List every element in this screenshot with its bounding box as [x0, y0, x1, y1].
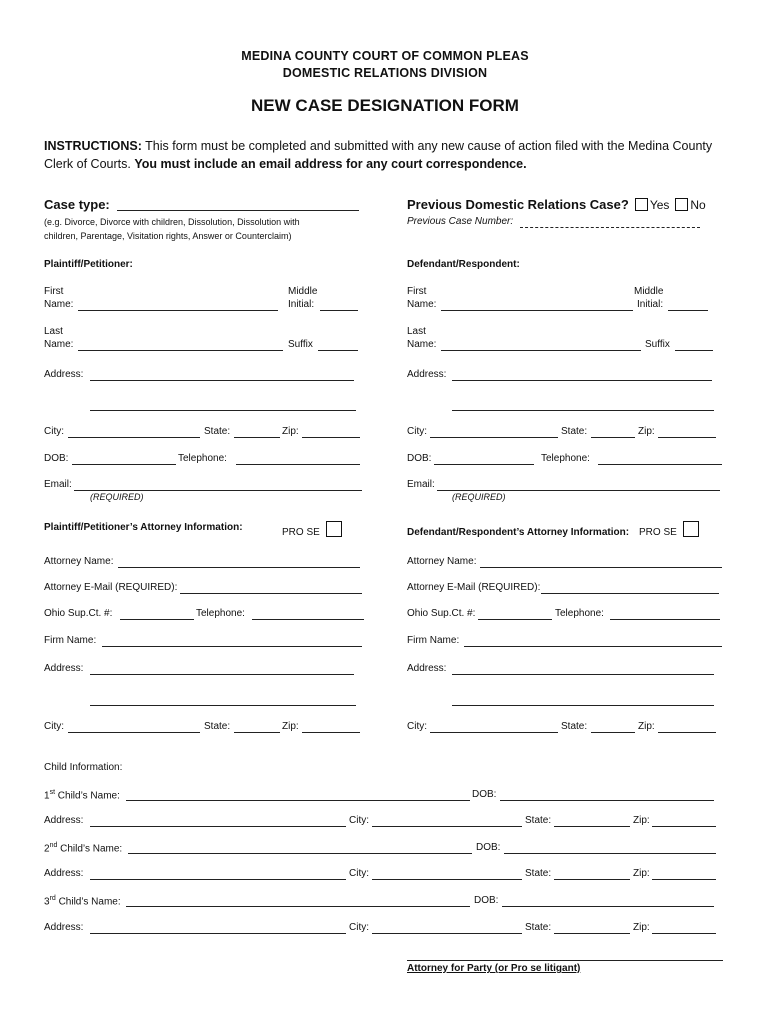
defendant-suffix-field[interactable]	[675, 350, 713, 351]
plaintiff-attorney-address-label: Address:	[44, 663, 84, 674]
defendant-attorney-state-label: State:	[561, 721, 588, 732]
plaintiff-email-required: (REQUIRED)	[90, 492, 144, 502]
plaintiff-attorney-zip-label: Zip:	[282, 721, 299, 732]
defendant-telephone-label: Telephone:	[541, 453, 590, 464]
defendant-attorney-address-field-1[interactable]	[452, 674, 714, 675]
plaintiff-zip-label: Zip:	[282, 426, 299, 437]
defendant-dob-label: DOB:	[407, 453, 432, 464]
plaintiff-supct-field[interactable]	[120, 619, 194, 620]
instructions	[44, 137, 734, 173]
plaintiff-zip-field[interactable]	[302, 437, 360, 438]
child-2-dob-label: DOB:	[476, 842, 501, 853]
defendant-supct-field[interactable]	[478, 619, 552, 620]
plaintiff-supct-label: Ohio Sup.Ct. #:	[44, 608, 113, 619]
child-1-state-field[interactable]	[554, 826, 630, 827]
child-2-ordinal-suffix: nd	[49, 842, 58, 849]
previous-case-number-label: Previous Case Number:	[407, 216, 514, 227]
defendant-name-label: Name:	[407, 299, 437, 310]
plaintiff-suffix-label: Suffix	[288, 339, 313, 350]
defendant-zip-label: Zip:	[638, 426, 655, 437]
child-2-zip-field[interactable]	[652, 879, 716, 880]
defendant-last-name-label: Name:	[407, 339, 437, 350]
instructions-text: This form must be completed and submitted with any new cause of action filed with the Medina County Clerk of Courts.	[44, 139, 713, 171]
previous-case-yes-label: Yes	[649, 198, 670, 212]
plaintiff-state-field[interactable]	[234, 437, 280, 438]
defendant-state-label: State:	[561, 426, 588, 437]
defendant-last-label: Last	[407, 326, 426, 337]
plaintiff-attorney-address-field-1[interactable]	[90, 674, 354, 675]
child-2-label: Child’s Name:	[60, 843, 123, 855]
form-title: NEW CASE DESIGNATION FORM	[251, 96, 519, 115]
plaintiff-telephone-label: Telephone:	[178, 453, 227, 464]
defendant-attorney-address-label: Address:	[407, 663, 447, 674]
defendant-zip-field[interactable]	[658, 437, 716, 438]
plaintiff-pro-se-label: PRO SE	[282, 527, 320, 538]
previous-case-row	[407, 197, 706, 212]
plaintiff-address-field-2[interactable]	[90, 410, 356, 411]
defendant-attorney-address-field-2[interactable]	[452, 705, 714, 706]
plaintiff-last-label: Last	[44, 326, 63, 337]
plaintiff-attorney-state-label: State:	[204, 721, 231, 732]
defendant-attorney-heading: Defendant/Respondent’s Attorney Information:	[407, 527, 630, 538]
child-3-address-field[interactable]	[90, 933, 346, 934]
child-2-ordinal: 2	[44, 843, 50, 855]
plaintiff-attorney-city-label: City:	[44, 721, 64, 732]
plaintiff-attorney-address-field-2[interactable]	[90, 705, 356, 706]
case-type-field[interactable]	[117, 210, 359, 211]
defendant-suffix-label: Suffix	[645, 339, 670, 350]
defendant-attorney-city-field[interactable]	[430, 732, 558, 733]
child-2-name-field[interactable]	[128, 853, 472, 854]
instructions-bold: You must include an email address for any court correspondence.	[134, 157, 527, 171]
defendant-attorney-email-field[interactable]	[541, 593, 719, 594]
child-2-state-label: State:	[525, 868, 552, 879]
defendant-telephone-field[interactable]	[598, 464, 722, 465]
child-3-dob-label: DOB:	[474, 895, 499, 906]
defendant-attorney-state-field[interactable]	[591, 732, 635, 733]
child-3-zip-field[interactable]	[652, 933, 716, 934]
child-1-city-field[interactable]	[372, 826, 522, 827]
defendant-attorney-name-field[interactable]	[480, 567, 722, 568]
child-3-dob-field[interactable]	[502, 906, 714, 907]
defendant-first-name-field[interactable]	[441, 310, 633, 311]
plaintiff-attorney-city-field[interactable]	[68, 732, 200, 733]
plaintiff-middle-label: Middle	[288, 286, 318, 297]
child-1-ordinal: 1	[44, 790, 50, 802]
child-1-address-field[interactable]	[90, 826, 346, 827]
signature-field[interactable]	[407, 960, 723, 961]
plaintiff-email-field[interactable]	[74, 490, 362, 491]
defendant-attorney-telephone-field[interactable]	[610, 619, 720, 620]
plaintiff-firm-label: Firm Name:	[44, 635, 97, 646]
child-3-zip-label: Zip:	[633, 922, 650, 933]
child-2-city-field[interactable]	[372, 879, 522, 880]
plaintiff-middle-initial-field[interactable]	[320, 310, 358, 311]
plaintiff-attorney-heading: Plaintiff/Petitioner’s Attorney Information:	[44, 522, 243, 533]
defendant-city-label: City:	[407, 426, 427, 437]
child-1-zip-field[interactable]	[652, 826, 716, 827]
child-1-label: Child’s Name:	[57, 790, 120, 802]
child-1-address-label: Address:	[44, 815, 84, 826]
defendant-attorney-zip-field[interactable]	[658, 732, 716, 733]
defendant-email-required: (REQUIRED)	[452, 492, 506, 502]
defendant-first-label: First	[407, 286, 427, 297]
plaintiff-attorney-name-label: Attorney Name:	[44, 556, 114, 567]
child-3-name-label	[44, 895, 121, 907]
child-1-state-label: State:	[525, 815, 552, 826]
child-2-state-field[interactable]	[554, 879, 630, 880]
defendant-attorney-name-label: Attorney Name:	[407, 556, 477, 567]
plaintiff-attorney-email-label: Attorney E-Mail (REQUIRED):	[44, 582, 178, 593]
division-name: DOMESTIC RELATIONS DIVISION	[282, 66, 488, 80]
plaintiff-state-label: State:	[204, 426, 231, 437]
case-type-hint-2: children, Parentage, Visitation rights, Answer or Counterclaim)	[44, 231, 292, 241]
plaintiff-city-field[interactable]	[68, 437, 200, 438]
plaintiff-attorney-name-field[interactable]	[118, 567, 360, 568]
defendant-middle-initial-field[interactable]	[668, 310, 708, 311]
child-1-ordinal-suffix: st	[49, 789, 56, 796]
previous-case-label: Previous Domestic Relations Case?	[407, 197, 629, 212]
defendant-supct-label: Ohio Sup.Ct. #:	[407, 608, 476, 619]
plaintiff-pro-se	[282, 521, 344, 538]
defendant-dob-field[interactable]	[434, 464, 534, 465]
defendant-city-field[interactable]	[430, 437, 558, 438]
plaintiff-first-label: First	[44, 286, 64, 297]
defendant-email-field[interactable]	[437, 490, 720, 491]
instructions-label: INSTRUCTIONS:	[44, 139, 142, 153]
defendant-email-label: Email:	[407, 479, 435, 490]
signature-label: Attorney for Party (or Pro se litigant)	[407, 963, 581, 974]
plaintiff-suffix-field[interactable]	[318, 350, 358, 351]
case-type-hint-1: (e.g. Divorce, Divorce with children, Dissolution, Dissolution with	[44, 217, 300, 227]
defendant-initial-label: Initial:	[637, 299, 664, 310]
defendant-heading: Defendant/Respondent:	[407, 259, 520, 270]
child-1-name-label	[44, 789, 120, 801]
previous-case-number-field[interactable]	[520, 227, 700, 228]
child-3-city-field[interactable]	[372, 933, 522, 934]
plaintiff-address-label: Address:	[44, 369, 84, 380]
court-name: MEDINA COUNTY COURT OF COMMON PLEAS	[241, 49, 529, 63]
child-2-city-label: City:	[349, 868, 369, 879]
defendant-address-field-1[interactable]	[452, 380, 712, 381]
plaintiff-initial-label: Initial:	[288, 299, 315, 310]
defendant-middle-label: Middle	[634, 286, 664, 297]
child-2-name-label	[44, 842, 122, 854]
child-3-city-label: City:	[349, 922, 369, 933]
plaintiff-attorney-email-field[interactable]	[180, 593, 362, 594]
defendant-pro-se-checkbox[interactable]	[683, 521, 699, 537]
child-3-state-field[interactable]	[554, 933, 630, 934]
plaintiff-email-label: Email:	[44, 479, 72, 490]
defendant-attorney-zip-label: Zip:	[638, 721, 655, 732]
child-1-city-label: City:	[349, 815, 369, 826]
child-1-name-field[interactable]	[126, 800, 470, 801]
plaintiff-last-name-field[interactable]	[78, 350, 283, 351]
defendant-attorney-email-label: Attorney E-Mail (REQUIRED):	[407, 582, 541, 593]
plaintiff-last-name-label: Name:	[44, 339, 74, 350]
plaintiff-name-label: Name:	[44, 299, 74, 310]
child-3-name-field[interactable]	[126, 906, 470, 907]
child-2-dob-field[interactable]	[504, 853, 716, 854]
child-2-zip-label: Zip:	[633, 868, 650, 879]
plaintiff-attorney-telephone-label: Telephone:	[196, 608, 245, 619]
defendant-attorney-city-label: City:	[407, 721, 427, 732]
plaintiff-dob-label: DOB:	[44, 453, 69, 464]
plaintiff-first-name-field[interactable]	[78, 310, 278, 311]
defendant-pro-se-label: PRO SE	[639, 527, 677, 538]
plaintiff-attorney-state-field[interactable]	[234, 732, 280, 733]
child-2-address-label: Address:	[44, 868, 84, 879]
plaintiff-telephone-field[interactable]	[236, 464, 360, 465]
child-1-dob-label: DOB:	[472, 789, 497, 800]
child-3-label: Child’s Name:	[58, 896, 121, 908]
plaintiff-attorney-telephone-field[interactable]	[252, 619, 364, 620]
plaintiff-address-field-1[interactable]	[90, 380, 354, 381]
child-2-address-field[interactable]	[90, 879, 346, 880]
case-type-label: Case type:	[44, 197, 110, 212]
child-3-ordinal: 3	[44, 896, 50, 908]
child-1-dob-field[interactable]	[500, 800, 714, 801]
defendant-address-field-2[interactable]	[452, 410, 714, 411]
plaintiff-pro-se-checkbox[interactable]	[326, 521, 342, 537]
plaintiff-city-label: City:	[44, 426, 64, 437]
child-3-state-label: State:	[525, 922, 552, 933]
defendant-last-name-field[interactable]	[441, 350, 641, 351]
defendant-state-field[interactable]	[591, 437, 635, 438]
previous-case-no-label: No	[690, 198, 706, 212]
defendant-firm-label: Firm Name:	[407, 635, 460, 646]
previous-case-no-checkbox[interactable]	[675, 198, 688, 211]
previous-case-yes-checkbox[interactable]	[635, 198, 648, 211]
child-3-ordinal-suffix: rd	[49, 895, 56, 902]
child-3-address-label: Address:	[44, 922, 84, 933]
plaintiff-attorney-zip-field[interactable]	[302, 732, 360, 733]
child-info-heading: Child Information:	[44, 762, 123, 773]
defendant-attorney-telephone-label: Telephone:	[555, 608, 604, 619]
plaintiff-firm-field[interactable]	[102, 646, 362, 647]
plaintiff-dob-field[interactable]	[72, 464, 176, 465]
plaintiff-heading: Plaintiff/Petitioner:	[44, 259, 133, 270]
child-1-zip-label: Zip:	[633, 815, 650, 826]
defendant-pro-se	[639, 521, 701, 538]
defendant-firm-field[interactable]	[464, 646, 722, 647]
defendant-address-label: Address:	[407, 369, 447, 380]
